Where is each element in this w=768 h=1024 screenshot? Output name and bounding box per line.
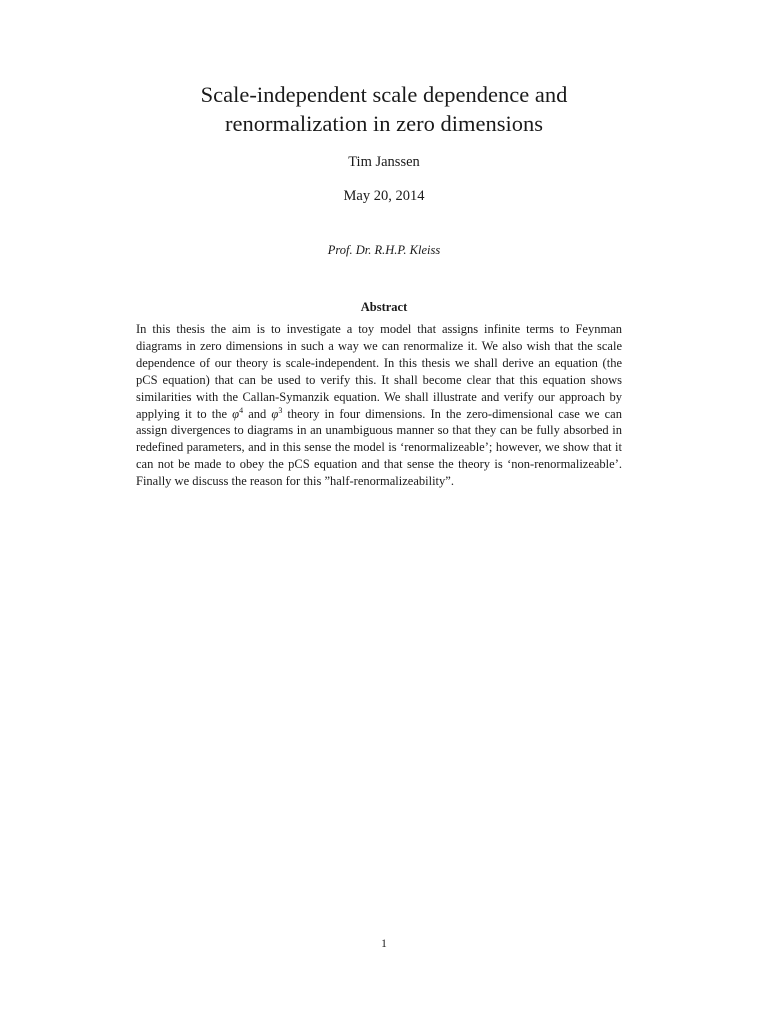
- exponent-3: 3: [278, 405, 283, 415]
- abstract-text-part-2: theory in four dimensions. In the zero-dimensional case we can assign divergences to diagrams in an unambiguous manner so that they can be fully absorbed in redefined parameters, and in this sense the model is ‘renormalizeable’; however, we show that it can not be made to obey the pCS equation and that sense the theory is ‘non-renormalizeable’. Finally we discuss the reason for this ”half-renormalizeability”.: [136, 406, 622, 489]
- supervisor-name: Prof. Dr. R.H.P. Kleiss: [327, 243, 441, 257]
- phi-symbol-2: φ: [271, 406, 279, 421]
- title-line-1: Scale-independent scale dependence and: [200, 82, 568, 107]
- phi-symbol-1: φ: [232, 406, 240, 421]
- exponent-4: 4: [239, 405, 244, 415]
- publication-date: May 20, 2014: [343, 188, 425, 204]
- abstract-text: [136, 321, 622, 490]
- page-title: [100, 80, 668, 138]
- title-line-2: renormalization in zero dimensions: [224, 111, 544, 136]
- page-number: 1: [381, 938, 387, 950]
- abstract-heading: Abstract: [360, 300, 408, 314]
- author-name: Tim Janssen: [348, 154, 420, 170]
- and-word: and: [243, 406, 272, 421]
- abstract-text-part-1: In this thesis the aim is to investigate a toy model that assigns infinite terms to Feynman diagrams in zero dimensions in such a way we can renormalize it. We also wish that the scale dependence of our theory is scale-independent. In this thesis we shall derive an equation (the pCS equation) that can be used to verify this. It shall become clear that this equation shows similarities with the Callan-Symanzik equation. We shall illustrate and verify our approach by applying it to the: [136, 322, 622, 421]
